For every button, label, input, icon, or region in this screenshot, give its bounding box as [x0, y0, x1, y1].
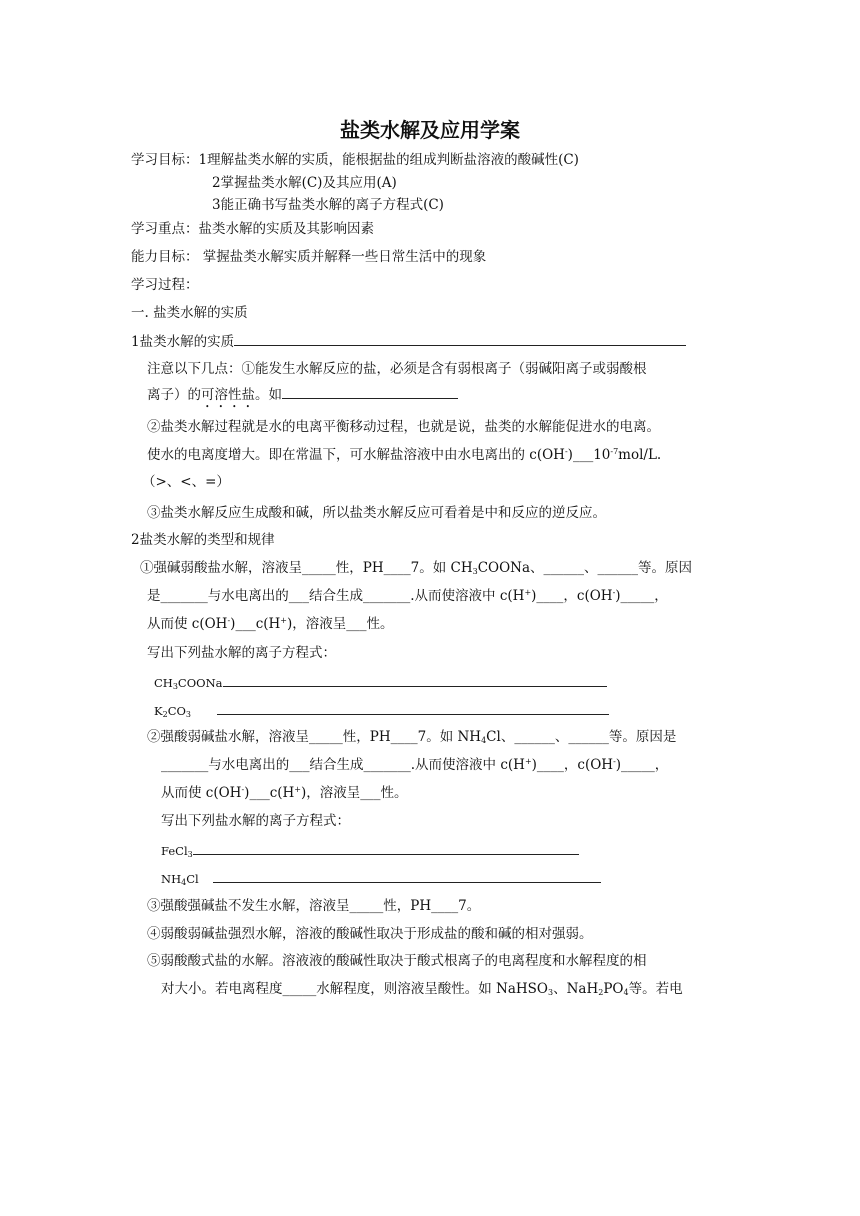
answer-blank[interactable] — [234, 332, 686, 346]
sa-wb-l1-post: COONa、______、______等。原因 — [477, 560, 693, 576]
answer-blank[interactable] — [223, 673, 607, 687]
acid-salt-l2-d: 等。若电 — [628, 981, 683, 997]
superscript: - — [613, 757, 616, 766]
sb-wa-l1-pre: ②强酸弱碱盐水解，溶液呈_____性，PH____7。如 NH — [147, 729, 482, 745]
answer-blank[interactable] — [193, 841, 579, 855]
sb-wa-l2-b: )____，c(OH — [531, 757, 614, 773]
objective-2: 2掌握盐类水解(C)及其应用(A) — [212, 175, 397, 191]
sb-wa-l3-b: )___c(H — [244, 785, 295, 801]
acid-salt-line2 — [161, 980, 683, 998]
sa-wb-line2 — [147, 587, 668, 605]
sa-wb-l3-c: )，溶液呈___性。 — [287, 616, 394, 632]
superscript: + — [280, 616, 287, 625]
sb-wa-l2-a: _______与水电离出的___结合生成_______.从而使溶液中 c(H — [161, 757, 525, 773]
note-a-line1: 注意以下几点：①能发生水解反应的盐，必须是含有弱根离子（弱碱阳离子或弱酸根 — [147, 361, 647, 377]
objectives-line-1 — [131, 151, 579, 169]
note-b2-pre: 使水的电离度增大。即在常温下，可水解盐溶液中由水电离出的 c(OH — [147, 447, 565, 463]
subscript: 3 — [472, 567, 478, 576]
subscript: 3 — [187, 850, 193, 859]
sb-wa-l3-c: )，溶液呈___性。 — [301, 785, 408, 801]
sa-wb-write-prompt: 写出下列盐水解的离子方程式： — [147, 645, 336, 661]
equation-k2co3 — [154, 701, 609, 720]
acid-salt-l2-b: 、NaH — [553, 981, 599, 997]
sb-wa-l3-a: 从而使 c(OH — [161, 785, 242, 801]
note-b2-mid: )___10 — [567, 447, 611, 463]
sa-wb-l2-b: )____，c(OH — [531, 588, 613, 604]
subscript: 3 — [548, 988, 554, 997]
eq-text: Cl — [186, 872, 199, 886]
sb-wa-line2 — [161, 756, 668, 774]
sb-wa-l2-c: )_____， — [615, 757, 669, 773]
acid-salt-line1: ⑤弱酸酸式盐的水解。溶液液的酸碱性取决于酸式根离子的电离程度和水解程度的相 — [147, 953, 647, 969]
answer-blank[interactable] — [217, 701, 609, 715]
eq-text: NH — [161, 872, 182, 886]
subscript: 3 — [172, 682, 178, 691]
superscript: -7 — [610, 447, 619, 456]
sa-wb-l2-a: 是_______与水电离出的___结合生成_______.从而使溶液中 c(H — [147, 588, 525, 604]
sa-wb-l2-c: )_____， — [615, 588, 668, 604]
document-title: 盐类水解及应用学案 — [340, 118, 520, 142]
section2-heading: 2盐类水解的类型和规律 — [131, 532, 275, 548]
superscript: + — [524, 588, 532, 597]
answer-blank[interactable] — [213, 869, 601, 883]
eq-text: CH — [154, 676, 173, 690]
sb-wa-line1 — [147, 728, 676, 746]
note-b-line3: （>、<、=） — [142, 474, 230, 490]
sb-wa-l1-post: Cl、______、______等。原因是 — [486, 729, 677, 745]
subscript: 4 — [481, 736, 487, 745]
key-point: 学习重点：盐类水解的实质及其影响因素 — [131, 221, 374, 237]
section1-item1-text: 1盐类水解的实质 — [131, 334, 235, 350]
note-a2-emphasis: 可溶性盐 — [201, 387, 255, 403]
subscript: 2 — [598, 988, 604, 997]
superscript: - — [227, 616, 231, 625]
sb-wa-write-prompt: 写出下列盐水解的离子方程式： — [161, 813, 350, 829]
subscript: 2 — [162, 710, 168, 719]
subscript: 4 — [181, 878, 187, 887]
eq-text: CO — [167, 704, 186, 718]
superscript: - — [564, 447, 568, 456]
equation-ch3coona — [154, 673, 607, 692]
acid-salt-l2-c: PO — [603, 981, 624, 997]
superscript: - — [612, 588, 616, 597]
eq-text: COONa — [177, 676, 223, 690]
note-b2-post: mol/L. — [618, 447, 662, 463]
sb-wa-line3 — [161, 784, 408, 802]
objective-3: 3能正确书写盐类水解的离子方程式(C) — [212, 197, 444, 213]
superscript: - — [241, 785, 245, 794]
sa-wb-line3 — [147, 615, 394, 633]
sa-wb-line1 — [140, 559, 692, 577]
answer-blank[interactable] — [282, 385, 458, 399]
note-a-line2 — [147, 385, 458, 411]
acid-salt-l2-a: 对大小。若电离程度_____水解程度，则溶液呈酸性。如 NaHSO — [161, 981, 548, 997]
note-a2-post: 。如 — [255, 387, 282, 403]
learning-process: 学习过程： — [131, 277, 199, 293]
wa-wb-line: ④弱酸弱碱盐强烈水解，溶液的酸碱性取决于形成盐的酸和碱的相对强弱。 — [147, 926, 593, 942]
note-b-line2 — [147, 446, 661, 464]
note-c: ③盐类水解反应生成酸和碱，所以盐类水解反应可看着是中和反应的逆反应。 — [147, 505, 606, 521]
subscript: 3 — [185, 710, 192, 719]
equation-fecl3 — [161, 841, 579, 860]
objectives-label: 学习目标： — [131, 152, 199, 168]
note-a2-pre: 离子）的 — [147, 387, 201, 403]
objective-1: 1理解盐类水解的实质，能根据盐的组成判断盐溶液的酸碱性(C) — [198, 152, 579, 168]
sa-wb-l3-b: )___c(H — [230, 616, 281, 632]
sa-wb-l3-a: 从而使 c(OH — [147, 616, 228, 632]
section1-item1 — [131, 332, 686, 351]
ability-goal: 能力目标： 掌握盐类水解实质并解释一些日常生活中的现象 — [131, 249, 487, 265]
eq-text: K — [154, 704, 163, 718]
superscript: + — [294, 785, 301, 794]
note-b-line1: ②盐类水解过程就是水的电离平衡移动过程，也就是说，盐类的水解能促进水的电离。 — [147, 419, 660, 435]
superscript: + — [524, 757, 532, 766]
section1-heading: 一. 盐类水解的实质 — [131, 305, 248, 321]
sa-wb-l1-pre: ①强碱弱酸盐水解，溶液呈_____性，PH____7。如 CH — [140, 560, 473, 576]
sa-sb-line: ③强酸强碱盐不发生水解，溶液呈_____性，PH____7。 — [147, 898, 481, 914]
eq-text: FeCl — [161, 844, 188, 858]
equation-nh4cl — [161, 869, 601, 888]
subscript: 4 — [623, 988, 629, 997]
